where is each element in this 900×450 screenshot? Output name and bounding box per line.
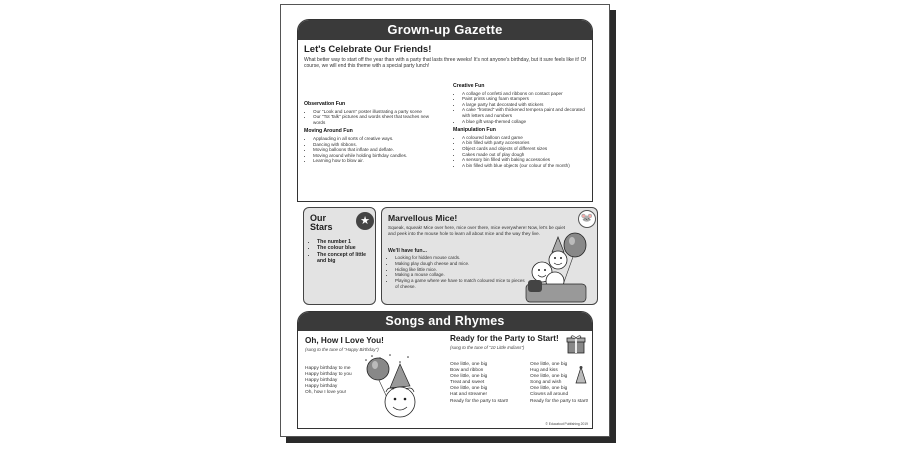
song2-title: Ready for the Party to Start! [450, 334, 559, 343]
stars-title: Our Stars [310, 213, 333, 232]
manipulation-title: Manipulation Fun [453, 127, 496, 134]
list-item: • Making a mouse collage. [395, 272, 525, 278]
lyric-line: Happy birthday [305, 378, 338, 384]
gazette-section [297, 19, 593, 202]
list-item: • Dancing with ribbons. [313, 142, 442, 148]
right-activities [453, 84, 591, 172]
songs-header: Songs and Rhymes [298, 312, 592, 331]
lyric-line: One little, one big [450, 374, 488, 380]
lyric-line: Happy birthday to me [305, 366, 351, 371]
lyric-line: Ready for the party to start! [530, 398, 589, 404]
song1-lyrics [305, 366, 352, 396]
list-item: • A coloured balloon card game [462, 135, 591, 141]
creative-title: Creative Fun [453, 83, 485, 89]
song2-subtitle: (sung to the tune of "10 Little Indians") [450, 345, 525, 350]
section-title: Let's Celebrate Our Friends! [304, 44, 432, 55]
our-stars-box [303, 207, 376, 305]
lyric-line: One little, one big [530, 362, 568, 367]
list-item: • A large party hat decorated with stickers [462, 102, 591, 108]
list-item: • A bin filled with blue objects (our colour of the month) [462, 163, 591, 169]
kids-party-illustration [512, 232, 596, 304]
moving-list [304, 136, 442, 164]
list-item: • Paint prints using foam stampers [462, 96, 591, 102]
list-item: • Object cards and objects of different sizes [462, 146, 591, 152]
lyric-line: Oh, how I love you! [305, 390, 347, 396]
mice-title: Marvellous Mice! [388, 213, 458, 223]
marvellous-mice-box [381, 207, 598, 305]
boy-balloon-illustration [360, 352, 442, 428]
gazette-page [280, 4, 610, 437]
lyric-line: Hug and kiss [530, 368, 558, 374]
songs-section [297, 311, 593, 429]
list-item: • Our "Tot Talk" pictures and words sheet that teaches new words [313, 114, 442, 125]
list-item: • A bin filled with party accessories [462, 140, 591, 146]
list-item: • A collage of confetti and ribbons on contact paper [462, 91, 591, 97]
lyric-line: Happy birthday [305, 384, 338, 390]
song1-subtitle: (sung to the tune of "Happy Birthday") [305, 347, 379, 352]
lyric-line: One little, one big [530, 374, 568, 380]
mice-intro: Squeak, squeak! Mice over here, mice over there, mice everywhere! Now, let's be quiet and peek into the mouse hole to learn all about mice and the way they live. [388, 225, 566, 236]
lyric-line: One little, one big [450, 362, 488, 367]
mouse-icon: 🐭 [578, 210, 596, 228]
song2-lyrics-col1 [450, 362, 508, 405]
lyric-line: Clowns all around [530, 392, 569, 398]
lyric-line: One little, one big [530, 386, 568, 392]
lyric-line: Ready for the party to start! [450, 398, 509, 404]
star-icon: ★ [356, 212, 374, 230]
mice-list [386, 255, 525, 290]
list-item: • Applauding in all sorts of creative ways. [313, 136, 442, 142]
list-item: • Hiding like little mice. [395, 267, 525, 273]
lyric-line: Happy birthday to you [305, 372, 352, 378]
gift-box-icon [566, 334, 586, 354]
stars-list [308, 239, 375, 264]
lyric-line: Treat and sweet [450, 380, 485, 386]
list-item: • Our "Look and Learn" poster illustrating a party scene [313, 109, 442, 115]
song2-lyrics-col2 [530, 362, 588, 405]
list-item: • Cakes made out of play dough [462, 152, 591, 158]
list-item: • Playing a game where we have to match coloured mice to pieces of cheese. [395, 278, 525, 290]
list-item: • Moving around while holding birthday candles. [313, 153, 442, 159]
lyric-line: Bow and ribbon [450, 368, 484, 374]
copyright-notice: © Educatout Publishing 2019 [545, 422, 588, 426]
list-item: • The concept of little and big [317, 252, 375, 265]
lyric-line: One little, one big [450, 386, 488, 392]
list-item: • A sensory bin filled with baking accessories [462, 157, 591, 163]
creative-list [453, 91, 591, 125]
list-item: • Moving balloons that inflate and deflate. [313, 147, 442, 153]
lyric-line: Song and wish [530, 380, 562, 386]
mice-subtitle: We'll have fun... [388, 248, 427, 254]
observation-title: Observation Fun [304, 101, 346, 107]
moving-title: Moving Around Fun [304, 128, 353, 135]
list-item: • A cake "frosted" with thickened tempera paint and decorated with letters and numbers [462, 107, 591, 118]
list-item: • A blue gift wrap-themed collage [462, 119, 591, 125]
list-item: • Making play dough cheese and mice. [395, 261, 525, 267]
left-activities [304, 102, 442, 168]
section-intro: What better way to start off the year than with a party that lasts three weeks! It's not anyone's birthday, but it sure feels like it! Of course, we will end this theme with a special party lunch! [304, 57, 586, 70]
list-item: • Looking for hidden mouse cards. [395, 255, 525, 261]
gazette-header: Grown-up Gazette [298, 20, 592, 40]
manipulation-list [453, 135, 591, 169]
lyric-line: Hat and streamer [450, 392, 488, 398]
observation-list [304, 109, 442, 126]
list-item: • The colour blue [317, 245, 375, 251]
song1-title: Oh, How I Love You! [305, 336, 384, 345]
list-item: • The number 1 [317, 239, 375, 245]
list-item: • Learning how to blow air. [313, 158, 442, 164]
